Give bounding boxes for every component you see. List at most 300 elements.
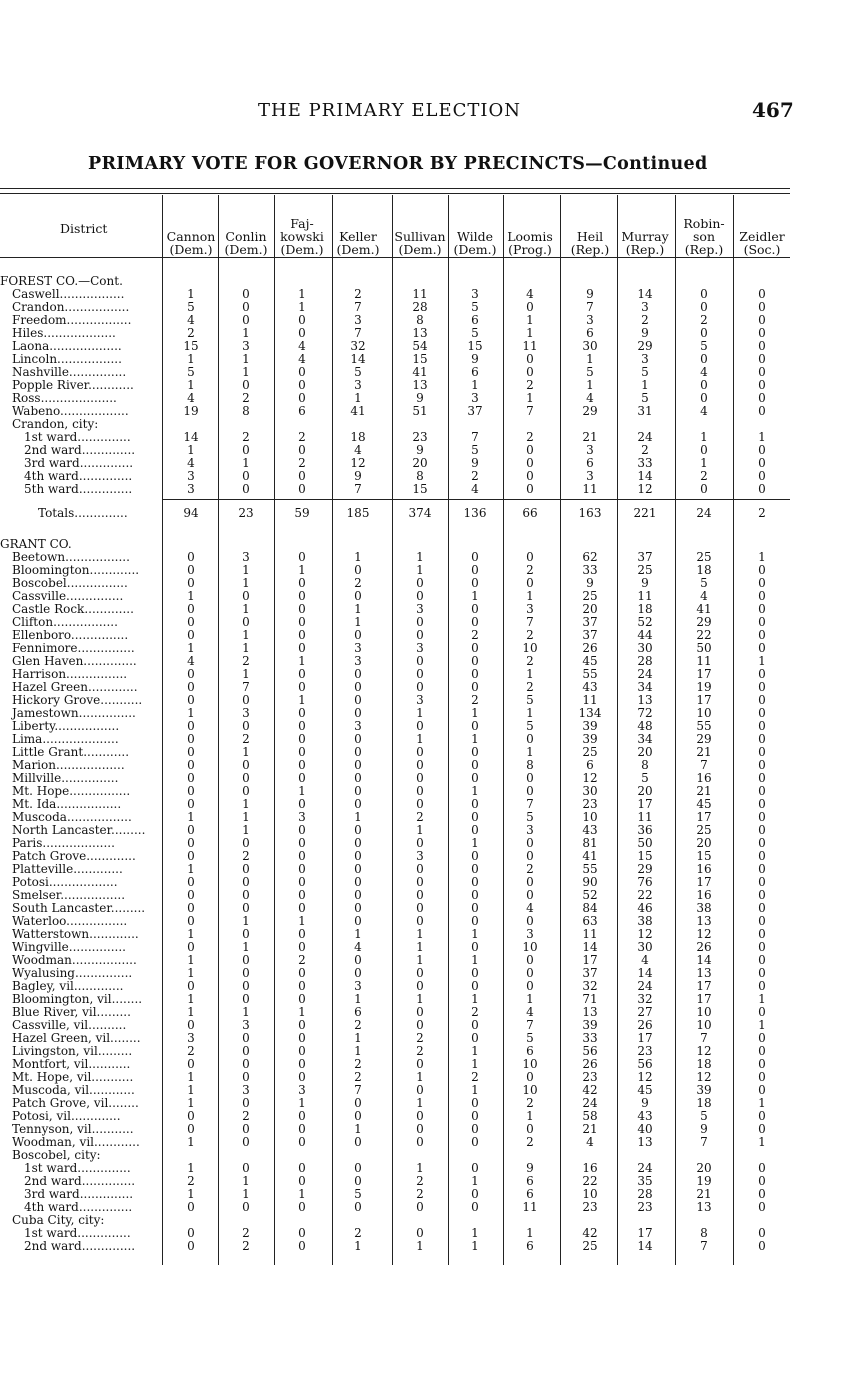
vote-cell: 12 (637, 927, 653, 941)
vote-cell: 1 (471, 378, 479, 392)
vote-cell: 0 (526, 979, 534, 993)
vote-cell: 0 (298, 667, 306, 681)
district-label: Millville............... (12, 771, 119, 785)
vote-cell: 1 (758, 654, 766, 668)
vote-cell: 0 (187, 719, 195, 733)
district-label: Clifton................. (12, 615, 118, 629)
vote-cell: 0 (758, 602, 766, 616)
vote-cell: 0 (526, 875, 534, 889)
column-header (219, 200, 273, 256)
vote-cell: 0 (471, 576, 479, 590)
table-row (0, 824, 790, 837)
vote-cell: 26 (637, 1018, 653, 1032)
vote-cell: 19 (183, 404, 199, 418)
vote-cell: 11 (522, 339, 538, 353)
vote-cell: 0 (242, 589, 250, 603)
vote-cell: 11 (637, 589, 653, 603)
vote-cell: 5 (586, 365, 594, 379)
district-label: Hazel Green, vil........ (12, 1031, 141, 1045)
vote-cell: 0 (471, 810, 479, 824)
vote-cell: 26 (582, 1057, 598, 1071)
vote-cell: 0 (416, 680, 424, 694)
table-row (0, 314, 790, 327)
vote-cell: 1 (758, 1135, 766, 1149)
vote-cell: 0 (354, 706, 362, 720)
vote-cell: 2 (298, 953, 306, 967)
top-rule-thin (0, 193, 790, 194)
vote-cell: 0 (242, 1057, 250, 1071)
vote-cell: 0 (700, 287, 708, 301)
vote-cell: 26 (582, 641, 598, 655)
vote-cell: 5 (641, 391, 649, 405)
vote-cell: 0 (758, 443, 766, 457)
district-label: Lima.................... (12, 732, 119, 746)
vote-cell: 5 (641, 771, 649, 785)
vote-cell: 25 (582, 589, 598, 603)
vote-cell: 1 (187, 1096, 195, 1110)
vote-cell: 0 (416, 901, 424, 915)
district-label: Crandon, city: (12, 417, 99, 431)
vote-cell: 4 (354, 940, 362, 954)
vote-cell: 14 (637, 966, 653, 980)
vote-cell: 14 (637, 1239, 653, 1253)
page-number: 467 (752, 98, 794, 122)
vote-cell: 4 (298, 352, 306, 366)
vote-cell: 2 (298, 456, 306, 470)
vote-cell: 0 (298, 641, 306, 655)
vote-cell: 0 (298, 1161, 306, 1175)
vote-cell: 6 (586, 456, 594, 470)
vote-cell: 0 (416, 836, 424, 850)
vote-cell: 33 (582, 563, 598, 577)
vote-cell: 17 (637, 1226, 653, 1240)
vote-cell: 1 (187, 589, 195, 603)
vote-cell: 0 (242, 482, 250, 496)
vote-cell: 2 (354, 287, 362, 301)
vote-cell: 3 (641, 300, 649, 314)
vote-cell: 13 (696, 914, 712, 928)
vote-cell: 0 (298, 1018, 306, 1032)
column-header-line: Conlin (225, 229, 267, 244)
vote-cell: 2 (526, 430, 534, 444)
vote-cell: 5 (471, 326, 479, 340)
vote-cell: 0 (187, 979, 195, 993)
vote-cell: 0 (471, 1122, 479, 1136)
vote-cell: 0 (758, 1161, 766, 1175)
vote-cell: 1 (298, 563, 306, 577)
vote-cell: 0 (298, 758, 306, 772)
vote-cell: 0 (298, 378, 306, 392)
vote-cell: 0 (416, 979, 424, 993)
column-header-line: Murray (621, 229, 669, 244)
vote-cell: 1 (187, 953, 195, 967)
vote-cell: 0 (471, 550, 479, 564)
vote-cell: 0 (416, 1200, 424, 1214)
vote-cell: 0 (758, 888, 766, 902)
district-label: Muscoda, vil............ (12, 1083, 135, 1097)
vote-cell: 0 (242, 615, 250, 629)
vote-cell: 0 (758, 641, 766, 655)
column-header-line: Faj- (290, 216, 314, 231)
vote-cell: 1 (354, 1044, 362, 1058)
column-header-line: Keller (339, 229, 377, 244)
vote-cell: 0 (298, 1044, 306, 1058)
vote-cell: 7 (586, 300, 594, 314)
district-label: 4th ward.............. (24, 469, 133, 483)
vote-cell: 1 (471, 706, 479, 720)
vote-cell: 0 (471, 680, 479, 694)
vote-cell: 0 (416, 745, 424, 759)
vote-cell: 20 (696, 836, 712, 850)
vote-cell: 4 (187, 391, 195, 405)
vote-cell: 41 (350, 404, 366, 418)
vote-cell: 0 (758, 706, 766, 720)
vote-cell: 0 (471, 914, 479, 928)
vote-cell: 0 (354, 836, 362, 850)
vote-cell: 1 (242, 797, 250, 811)
vote-cell: 0 (758, 339, 766, 353)
vote-cell: 7 (526, 615, 534, 629)
vote-cell: 2 (242, 391, 250, 405)
vote-cell: 0 (354, 1200, 362, 1214)
vote-cell: 2 (416, 1031, 424, 1045)
vote-cell: 0 (242, 927, 250, 941)
vote-cell: 1 (187, 1187, 195, 1201)
vote-cell: 0 (471, 823, 479, 837)
vote-cell: 16 (696, 888, 712, 902)
vote-cell: 0 (187, 1226, 195, 1240)
vote-cell: 1 (471, 836, 479, 850)
vote-cell: 0 (416, 875, 424, 889)
vote-cell: 0 (758, 849, 766, 863)
district-label: 3rd ward.............. (24, 1187, 134, 1201)
vote-cell: 0 (471, 1109, 479, 1123)
vote-cell: 3 (354, 719, 362, 733)
district-label: Boscobel, city: (12, 1148, 101, 1162)
vote-cell: 2 (416, 1174, 424, 1188)
vote-cell: 0 (758, 287, 766, 301)
vote-cell: 0 (354, 628, 362, 642)
vote-cell: 23 (412, 430, 428, 444)
vote-cell: 1 (242, 365, 250, 379)
column-header (618, 200, 672, 256)
vote-cell: 3 (641, 352, 649, 366)
vote-cell: 1 (298, 1096, 306, 1110)
vote-cell: 1 (354, 615, 362, 629)
vote-cell: 10 (696, 1005, 712, 1019)
district-label: Wabeno.................. (12, 404, 129, 418)
vote-cell: 0 (298, 1109, 306, 1123)
vote-cell: 17 (696, 693, 712, 707)
vote-cell: 39 (582, 732, 598, 746)
vote-cell: 18 (350, 430, 366, 444)
vote-cell: 0 (471, 771, 479, 785)
vote-cell: 12 (637, 482, 653, 496)
vote-cell: 0 (187, 823, 195, 837)
vote-cell: 0 (298, 1135, 306, 1149)
vote-cell: 0 (298, 326, 306, 340)
vote-cell: 37 (637, 550, 653, 564)
vote-cell: 0 (471, 797, 479, 811)
vote-cell: 0 (298, 1070, 306, 1084)
vote-cell: 0 (758, 667, 766, 681)
vote-cell: 24 (637, 979, 653, 993)
vote-cell: 5 (700, 1109, 708, 1123)
table-row (0, 603, 790, 616)
column-header-line: Wilde (456, 229, 494, 244)
district-label: Hiles................... (12, 326, 116, 340)
vote-cell: 0 (758, 589, 766, 603)
table-row (0, 405, 790, 418)
vote-cell: 29 (696, 615, 712, 629)
district-label: Mt. Ida................. (12, 797, 122, 811)
vote-cell: 1 (416, 706, 424, 720)
vote-cell: 1 (526, 992, 534, 1006)
vote-cell: 0 (187, 1239, 195, 1253)
vote-cell: 1 (187, 927, 195, 941)
vote-cell: 3 (586, 469, 594, 483)
district-label: Bloomington, vil........ (12, 992, 143, 1006)
district-label: Popple River............ (12, 378, 134, 392)
vote-cell: 6 (586, 326, 594, 340)
vote-cell: 0 (758, 784, 766, 798)
vote-cell: 0 (758, 823, 766, 837)
vote-cell: 0 (354, 1174, 362, 1188)
table-row (0, 1201, 790, 1214)
vote-cell: 2 (416, 1044, 424, 1058)
column-header-line: (Prog.) (508, 242, 552, 257)
vote-cell: 0 (187, 628, 195, 642)
vote-cell: 1 (242, 456, 250, 470)
vote-cell: 24 (637, 430, 653, 444)
column-header-line: (Dem.) (169, 242, 213, 257)
vote-cell: 56 (637, 1057, 653, 1071)
vote-cell: 0 (242, 1031, 250, 1045)
vote-cell: 1 (298, 654, 306, 668)
vote-cell: 5 (354, 1187, 362, 1201)
vote-cell: 0 (471, 745, 479, 759)
vote-cell: 52 (582, 888, 598, 902)
vote-cell: 2 (416, 1187, 424, 1201)
vote-cell: 0 (526, 550, 534, 564)
table-title: PRIMARY VOTE FOR GOVERNOR BY PRECINCTS—Continued (88, 154, 708, 174)
vote-cell: 0 (242, 784, 250, 798)
vote-cell: 0 (471, 888, 479, 902)
vote-cell: 1 (758, 430, 766, 444)
vote-cell: 0 (298, 1226, 306, 1240)
vote-cell: 4 (641, 953, 649, 967)
vote-cell: 0 (298, 615, 306, 629)
table-row (0, 379, 790, 392)
vote-cell: 5 (526, 693, 534, 707)
vote-cell: 6 (471, 313, 479, 327)
vote-cell: 0 (242, 378, 250, 392)
vote-cell: 58 (582, 1109, 598, 1123)
vote-cell: 2 (242, 1109, 250, 1123)
vote-cell: 4 (298, 339, 306, 353)
vote-cell: 18 (696, 1057, 712, 1071)
vote-cell: 7 (354, 300, 362, 314)
vote-cell: 1 (526, 313, 534, 327)
vote-cell: 7 (526, 404, 534, 418)
district-label: Nashville............... (12, 365, 127, 379)
vote-cell: 1 (242, 940, 250, 954)
vote-cell: 38 (637, 914, 653, 928)
vote-cell: 13 (696, 966, 712, 980)
vote-cell: 14 (637, 469, 653, 483)
vote-cell: 1 (354, 927, 362, 941)
vote-cell: 21 (582, 1122, 598, 1136)
vote-cell: 0 (298, 443, 306, 457)
vote-cell: 1 (242, 745, 250, 759)
vote-cell: 55 (696, 719, 712, 733)
vote-cell: 0 (298, 482, 306, 496)
vote-cell: 1 (187, 443, 195, 457)
district-label: 2nd ward.............. (24, 443, 136, 457)
vote-cell: 3 (471, 391, 479, 405)
vote-cell: 9 (471, 352, 479, 366)
vote-cell: 22 (696, 628, 712, 642)
vote-cell: 0 (700, 326, 708, 340)
vote-cell: 2 (187, 1174, 195, 1188)
vote-cell: 0 (354, 797, 362, 811)
vote-cell: 2 (416, 810, 424, 824)
vote-cell: 2 (526, 628, 534, 642)
vote-cell: 50 (696, 641, 712, 655)
vote-cell: 17 (696, 810, 712, 824)
vote-cell: 0 (187, 745, 195, 759)
vote-cell: 33 (582, 1031, 598, 1045)
vote-cell: 90 (582, 875, 598, 889)
vote-cell: 2 (242, 849, 250, 863)
vote-cell: 16 (696, 771, 712, 785)
vote-cell: 0 (758, 810, 766, 824)
vote-cell: 0 (758, 313, 766, 327)
top-rule (0, 188, 790, 189)
vote-cell: 0 (758, 1174, 766, 1188)
vote-cell: 3 (416, 693, 424, 707)
vote-cell: 12 (696, 1070, 712, 1084)
vote-cell: 2 (526, 563, 534, 577)
vote-cell: 0 (354, 849, 362, 863)
vote-cell: 1 (354, 391, 362, 405)
vote-cell: 9 (526, 1161, 534, 1175)
vote-cell: 12 (696, 1044, 712, 1058)
vote-cell: 25 (696, 823, 712, 837)
column-header (563, 200, 617, 256)
vote-cell: 30 (582, 784, 598, 798)
vote-cell: 0 (354, 589, 362, 603)
vote-cell: 3 (586, 443, 594, 457)
vote-cell: 15 (637, 849, 653, 863)
vote-cell: 0 (526, 1070, 534, 1084)
vote-cell: 72 (637, 706, 653, 720)
vote-cell: 32 (582, 979, 598, 993)
vote-cell: 36 (637, 823, 653, 837)
vote-cell: 15 (183, 339, 199, 353)
vote-cell: 0 (242, 953, 250, 967)
district-label: Platteville............. (12, 862, 123, 876)
vote-cell: 3 (354, 641, 362, 655)
district-label: Boscobel................ (12, 576, 128, 590)
vote-cell: 6 (526, 1174, 534, 1188)
vote-cell: 0 (758, 615, 766, 629)
vote-cell: 0 (758, 1200, 766, 1214)
vote-cell: 0 (242, 966, 250, 980)
district-label: Marion.................. (12, 758, 125, 772)
vote-cell: 1 (416, 1239, 424, 1253)
vote-cell: 3 (526, 927, 534, 941)
vote-cell: 0 (298, 706, 306, 720)
vote-cell: 3 (354, 654, 362, 668)
vote-cell: 0 (298, 1200, 306, 1214)
vote-cell: 1 (526, 706, 534, 720)
vote-cell: 0 (298, 940, 306, 954)
vote-cell: 1 (641, 378, 649, 392)
vote-cell: 39 (582, 719, 598, 733)
vote-cell: 0 (758, 378, 766, 392)
vote-cell: 28 (637, 1187, 653, 1201)
vote-cell: 5 (187, 365, 195, 379)
vote-cell: 0 (526, 966, 534, 980)
vote-cell: 3 (354, 313, 362, 327)
vote-cell: 0 (187, 667, 195, 681)
vote-cell: 20 (637, 784, 653, 798)
district-label: Mt. Hope, vil........... (12, 1070, 134, 1084)
vote-cell: 11 (582, 927, 598, 941)
vote-cell: 0 (298, 1122, 306, 1136)
vote-cell: 17 (696, 992, 712, 1006)
vote-cell: 13 (696, 1200, 712, 1214)
vote-cell: 10 (696, 706, 712, 720)
vote-cell: 0 (298, 823, 306, 837)
vote-cell: 0 (416, 654, 424, 668)
vote-cell: 0 (416, 628, 424, 642)
district-label: Patch Grove, vil........ (12, 1096, 139, 1110)
vote-cell: 5 (700, 576, 708, 590)
vote-cell: 1 (471, 589, 479, 603)
vote-cell: 0 (758, 693, 766, 707)
column-header (677, 200, 731, 256)
table-row (0, 1240, 790, 1253)
vote-cell: 0 (471, 1161, 479, 1175)
vote-cell: 8 (242, 404, 250, 418)
vote-cell: 17 (696, 979, 712, 993)
district-label: GRANT CO. (0, 537, 72, 551)
vote-cell: 185 (346, 506, 370, 520)
vote-cell: 59 (294, 506, 310, 520)
vote-cell: 5 (700, 339, 708, 353)
vote-cell: 0 (758, 365, 766, 379)
vote-cell: 10 (582, 810, 598, 824)
vote-cell: 4 (586, 391, 594, 405)
vote-cell: 71 (582, 992, 598, 1006)
vote-cell: 0 (758, 940, 766, 954)
vote-cell: 37 (582, 966, 598, 980)
district-label: North Lancaster......... (12, 823, 146, 837)
table-row (0, 863, 790, 876)
vote-cell: 55 (582, 667, 598, 681)
vote-cell: 23 (637, 1200, 653, 1214)
column-header-line: Robin- (683, 216, 725, 231)
vote-cell: 0 (758, 732, 766, 746)
vote-cell: 0 (242, 287, 250, 301)
district-label: Mt. Hope................ (12, 784, 131, 798)
district-label: Harrison................ (12, 667, 128, 681)
vote-cell: 0 (298, 797, 306, 811)
vote-cell: 0 (758, 1083, 766, 1097)
vote-cell: 0 (354, 732, 362, 746)
